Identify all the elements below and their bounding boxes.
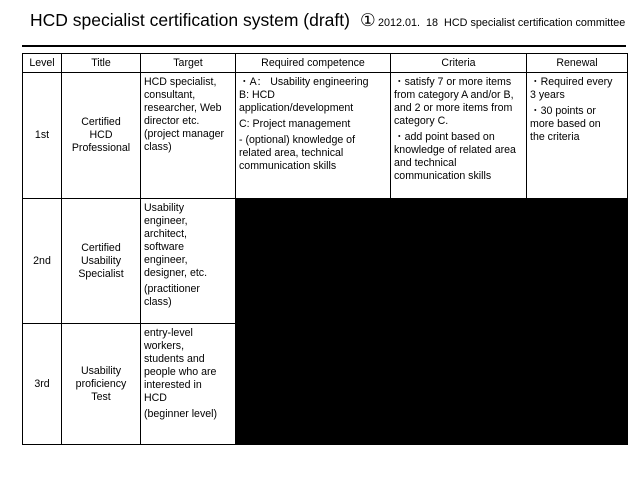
renewal-line: the criteria xyxy=(530,131,580,143)
criteria-line: knowledge of related area xyxy=(394,144,516,156)
title-line: Professional xyxy=(71,142,131,154)
target-line: engineer, xyxy=(144,215,188,227)
table-header-row xyxy=(23,54,628,73)
target-line: workers, xyxy=(144,340,185,352)
target-cell xyxy=(141,73,236,199)
target-line: Usability xyxy=(144,202,185,214)
target-line: software xyxy=(144,241,185,253)
renewal-line: ・Required every xyxy=(530,76,613,88)
criteria-line: ・satisfy 7 or more items xyxy=(394,76,512,88)
redacted-block xyxy=(236,199,628,445)
title-cell xyxy=(62,73,141,199)
renewal-line: more based on xyxy=(530,118,601,130)
competence-line: application/development xyxy=(239,102,354,114)
target-cell xyxy=(141,199,236,324)
title-line: Usability xyxy=(80,364,122,377)
competence-cell xyxy=(236,73,391,199)
target-line: consultant, xyxy=(144,89,196,101)
title-line: Test xyxy=(91,390,111,403)
page-title xyxy=(30,10,376,31)
header-meta xyxy=(378,17,625,29)
level-cell: 3rd xyxy=(23,324,62,445)
criteria-line: communication skills xyxy=(394,170,492,182)
target-line: people who are xyxy=(144,366,217,378)
criteria-line: and 2 or more items from xyxy=(394,102,513,114)
renewal-line: ・30 points or xyxy=(530,105,596,117)
target-line: director etc. xyxy=(144,115,200,127)
competence-line: B: HCD xyxy=(239,89,275,101)
target-line: HCD specialist, xyxy=(144,76,217,88)
competence-line: related area, technical xyxy=(239,147,344,159)
col-header-level: Level xyxy=(23,54,62,73)
col-header-title: Title xyxy=(62,54,141,73)
target-line: HCD xyxy=(144,392,167,404)
date-text: 2012.01. 18 xyxy=(378,17,439,29)
table-row xyxy=(23,73,628,199)
title-line: Specialist xyxy=(78,267,124,280)
level-cell: 1st xyxy=(23,73,62,199)
target-line: (beginner level) xyxy=(144,408,218,420)
target-line: students and xyxy=(144,353,205,365)
committee-text: HCD specialist certification committee xyxy=(444,17,626,29)
criteria-line: category C. xyxy=(394,115,449,127)
title-line: Usability xyxy=(80,254,122,267)
certification-table xyxy=(22,53,628,445)
criteria-line: and technical xyxy=(394,157,457,169)
title-line: Certified xyxy=(81,241,121,254)
competence-line: - (optional) knowledge of xyxy=(239,134,356,146)
title-cell xyxy=(62,324,141,445)
slide-number: ① xyxy=(359,10,376,30)
renewal-cell xyxy=(527,73,628,199)
col-header-competence: Required competence xyxy=(236,54,391,73)
title-cell xyxy=(62,199,141,324)
target-line: (practitioner xyxy=(144,283,200,295)
criteria-line: from category A and/or B, xyxy=(394,89,514,101)
table-row xyxy=(23,199,628,324)
competence-line: C: Project management xyxy=(239,118,351,130)
renewal-line: 3 years xyxy=(530,89,565,101)
col-header-criteria: Criteria xyxy=(391,54,527,73)
title-text: HCD specialist certification system (draft) xyxy=(30,10,350,30)
criteria-line: ・add point based on xyxy=(394,131,495,143)
target-line: researcher, Web xyxy=(144,102,222,114)
target-cell xyxy=(141,324,236,445)
title-line: Certified xyxy=(81,116,121,128)
competence-line: communication skills xyxy=(239,160,337,172)
title-line: proficiency xyxy=(75,377,127,390)
col-header-target: Target xyxy=(141,54,236,73)
header-divider xyxy=(22,45,626,47)
target-line: entry-level xyxy=(144,327,193,339)
competence-line: ・A： Usability engineering xyxy=(239,76,369,88)
target-line: class) xyxy=(144,296,172,308)
target-line: class) xyxy=(144,141,172,153)
title-line: HCD xyxy=(89,129,113,141)
level-cell: 2nd xyxy=(23,199,62,324)
target-line: (project manager xyxy=(144,128,225,140)
target-line: interested in xyxy=(144,379,202,391)
col-header-renewal: Renewal xyxy=(527,54,628,73)
target-line: designer, etc. xyxy=(144,267,208,279)
target-line: architect, xyxy=(144,228,187,240)
target-line: engineer, xyxy=(144,254,188,266)
criteria-cell xyxy=(391,73,527,199)
